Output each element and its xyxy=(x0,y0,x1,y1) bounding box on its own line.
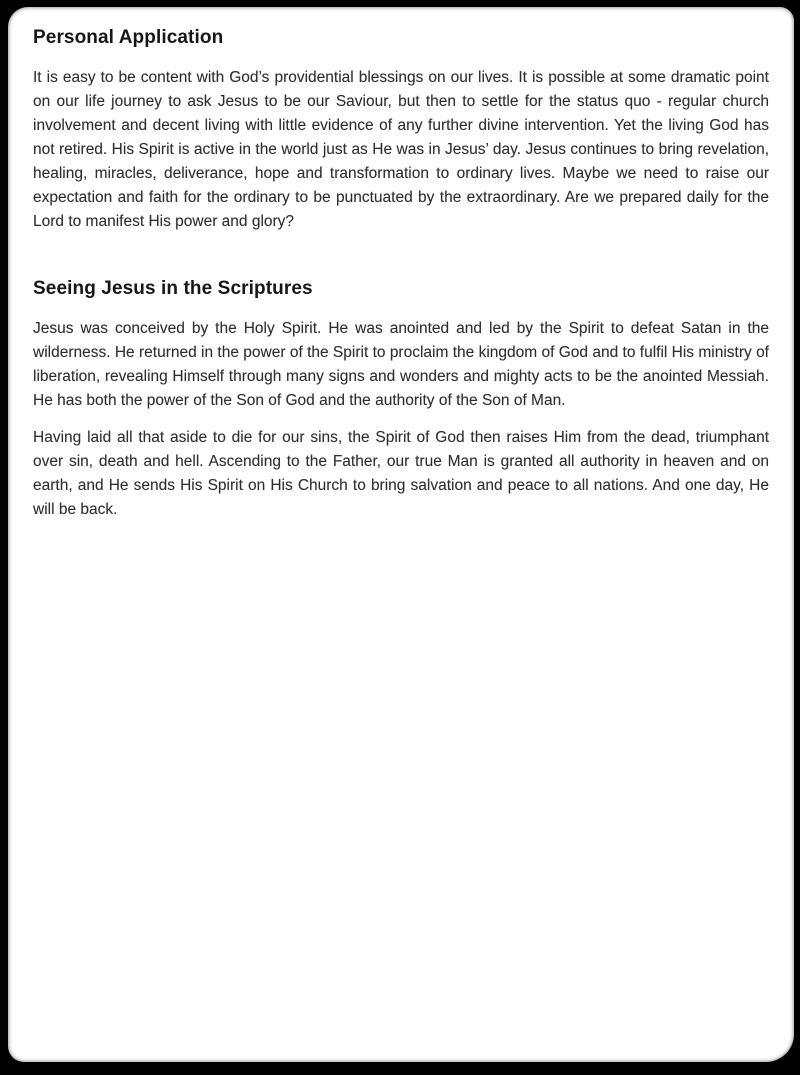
section-heading: Personal Application xyxy=(33,27,224,48)
section-heading: Seeing Jesus in the Scriptures xyxy=(33,278,313,299)
document-page xyxy=(8,7,794,1062)
section-seeing-jesus xyxy=(33,278,769,522)
paragraph: Having laid all that aside to die for our sins, the Spirit of God then raises Him from the dead, triumphant over sin, death and hell. Ascending to the Father, our true Man is granted all authority in heaven and on earth, and He sends His Spirit on His Church to bring salvation and peace to all nations. And one day, He will be back. xyxy=(33,429,769,518)
page-content xyxy=(8,7,794,522)
section-personal-application xyxy=(33,27,769,234)
paragraph: Jesus was conceived by the Holy Spirit. He was anointed and led by the Spirit to defeat Satan in the wilderness. He returned in the power of the Spirit to proclaim the kingdom of God and to fulfil His ministry of liberation, revealing Himself through many signs and wonders and mighty acts to be the anointed Messiah. He has both the power of the Son of God and the authority of the Son of Man. xyxy=(33,320,769,409)
paragraph: It is easy to be content with God’s providential blessings on our lives. It is possible at some dramatic point on our life journey to ask Jesus to be our Saviour, but then to settle for the status quo - regular church involvement and decent living with little evidence of any further divine intervention. Yet the living God has not retired. His Spirit is active in the world just as He was in Jesus’ day. Jesus continues to bring revelation, healing, miracles, deliverance, hope and transformation to ordinary lives. Maybe we need to raise our expectation and faith for the ordinary to be punctuated by the extraordinary. Are we prepared daily for the Lord to manifest His power and glory? xyxy=(33,69,769,230)
